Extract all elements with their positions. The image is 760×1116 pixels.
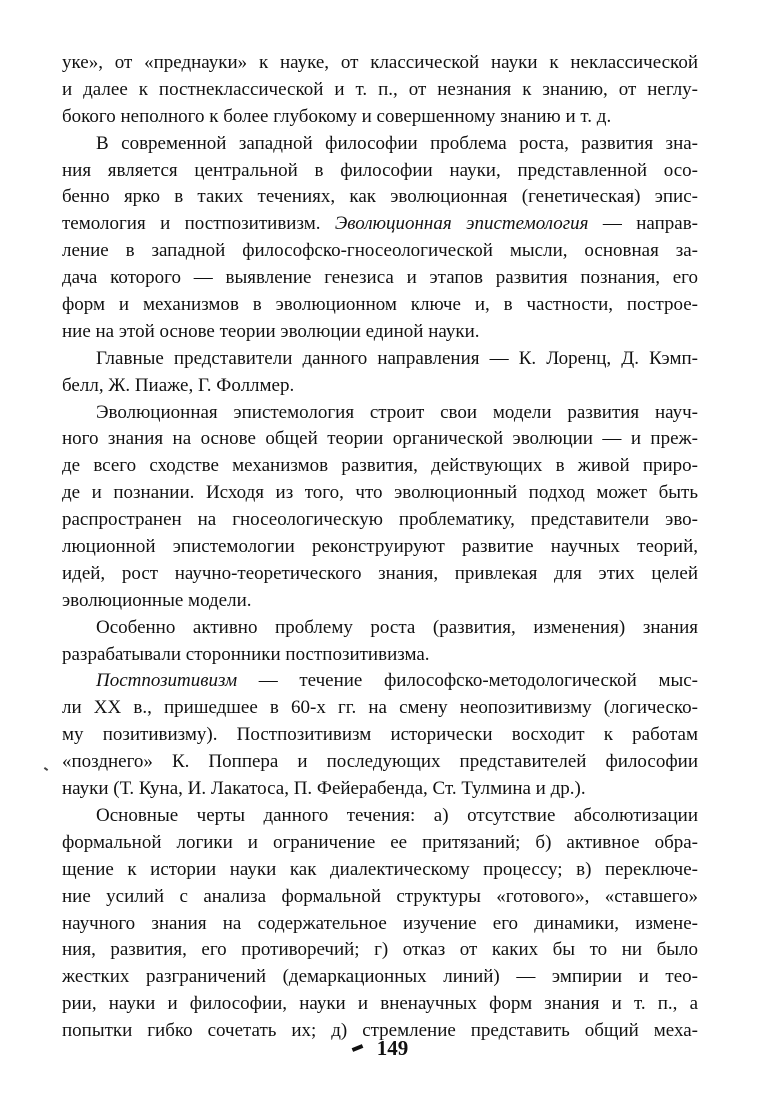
- text-line: [62, 50, 698, 77]
- text-line: [62, 211, 698, 238]
- italic-term: Постпозитивизм: [96, 670, 238, 692]
- text-line: [62, 158, 698, 185]
- text-line: [62, 991, 698, 1018]
- text-segment: В современной западной философии проблема роста, развития зна-: [96, 132, 698, 154]
- text-line: [62, 722, 698, 749]
- text-segment: бенно ярко в таких течениях, как эволюционная (генетическая) эпис-: [62, 186, 698, 208]
- text-line: [62, 319, 698, 346]
- text-line: [62, 695, 698, 722]
- text-segment: Эволюционная эпистемология строит свои модели развития науч-: [96, 401, 698, 423]
- text-line: [62, 911, 698, 938]
- page-number: 149: [376, 1036, 409, 1060]
- text-line: [62, 77, 698, 104]
- text-line: [62, 937, 698, 964]
- text-segment: идей, рост научно-теоретического знания, привлекая для этих целей: [62, 562, 698, 584]
- text-segment: — направ-: [588, 213, 698, 235]
- text-segment: ния является центральной в философии науки, представленной осо-: [62, 159, 698, 181]
- text-segment: «позднего» К. Поппера и последующих представителей философии: [62, 751, 698, 773]
- text-segment: белл, Ж. Пиаже, Г. Фоллмер.: [62, 374, 295, 396]
- text-line: [62, 453, 698, 480]
- text-line: [62, 265, 698, 292]
- text-line: [62, 830, 698, 857]
- text-line: [62, 615, 698, 642]
- text-segment: распространен на гносеологическую проблематику, представители эво-: [62, 509, 698, 531]
- text-segment: дача которого — выявление генезиса и этапов развития познания, его: [62, 267, 698, 289]
- text-line: [62, 131, 698, 158]
- text-segment: ние усилий с анализа формальной структуры «готового», «ставшего»: [62, 885, 698, 907]
- text-line: [62, 964, 698, 991]
- text-segment: и далее к постнеклассической и т. п., от незнания к знанию, от неглу-: [62, 78, 698, 100]
- text-segment: Главные представители данного направления — К. Лоренц, Д. Кэмп-: [96, 347, 698, 369]
- page-footer: [0, 1036, 760, 1061]
- text-segment: разрабатывали сторонники постпозитивизма.: [62, 643, 430, 665]
- text-line: [62, 292, 698, 319]
- text-line: [62, 803, 698, 830]
- text-segment: бокого неполного к более глубокому и совершенному знанию и т. д.: [62, 105, 612, 127]
- text-line: [62, 373, 698, 400]
- text-segment: де всего сходстве механизмов развития, действующих в живой приро-: [62, 455, 698, 477]
- text-segment: форм и механизмов в эволюционном ключе и, в частности, построе-: [62, 294, 698, 316]
- text-segment: эволюционные модели.: [62, 589, 252, 611]
- text-line: [62, 642, 698, 669]
- text-line: [62, 184, 698, 211]
- text-segment: формальной логики и ограничение ее притязаний; б) активное обра-: [62, 831, 698, 853]
- scan-speck: [44, 767, 48, 771]
- text-segment: уке», от «преднауки» к науке, от классической науки к неклассической: [62, 52, 698, 73]
- text-line: [62, 884, 698, 911]
- text-segment: попытки гибко сочетать их; д) стремление представить общий меха-: [62, 1020, 698, 1042]
- scan-mark: [351, 1044, 363, 1052]
- text-segment: науки (Т. Куна, И. Лакатоса, П. Фейерабенда, Ст. Тулмина и др.).: [62, 778, 586, 800]
- text-line: [62, 426, 698, 453]
- text-segment: жестких разграничений (демаркационных линий) — эмпирии и тео-: [62, 966, 698, 988]
- text-segment: ного знания на основе общей теории органической эволюции — и преж-: [62, 428, 698, 450]
- text-segment: ление в западной философско-гносеологической мысли, основная за-: [62, 240, 698, 262]
- text-line: [62, 346, 698, 373]
- text-line: [62, 507, 698, 534]
- text-segment: — течение философско-методологической мыс-: [237, 670, 698, 692]
- text-segment: Основные черты данного течения: а) отсутствие абсолютизации: [96, 804, 698, 826]
- text-line: [62, 534, 698, 561]
- text-segment: Особенно активно проблему роста (развития, изменения) знания: [96, 616, 698, 638]
- text-segment: щение к истории науки как диалектическому процессу; в) переключе-: [62, 858, 698, 880]
- text-line: [62, 238, 698, 265]
- text-segment: му позитивизму). Постпозитивизм исторически восходит к работам: [62, 724, 698, 746]
- text-line: [62, 104, 698, 131]
- text-line: [62, 776, 698, 803]
- text-segment: ния, развития, его противоречий; г) отказ от каких бы то ни было: [62, 939, 698, 961]
- text-line: [62, 668, 698, 695]
- text-segment: ние на этой основе теории эволюции единой науки.: [62, 320, 480, 342]
- text-line: [62, 480, 698, 507]
- text-segment: люционной эпистемологии реконструируют развитие научных теорий,: [62, 536, 698, 558]
- text-segment: рии, науки и философии, науки и вненаучных форм знания и т. п., а: [62, 993, 698, 1015]
- text-line: [62, 749, 698, 776]
- text-segment: ли XX в., пришедшее в 60-х гг. на смену неопозитивизму (логическо-: [62, 697, 698, 719]
- italic-term: Эволюционная эпистемология: [334, 213, 589, 235]
- text-line: [62, 857, 698, 884]
- text-line: [62, 400, 698, 427]
- text-segment: темология и постпозитивизм.: [62, 213, 335, 235]
- text-line: [62, 588, 698, 615]
- body-text: [62, 50, 698, 1045]
- text-line: [62, 561, 698, 588]
- text-segment: де и познании. Исходя из того, что эволюционный подход может быть: [62, 482, 698, 504]
- text-segment: научного знания на содержательное изучение его динамики, измене-: [62, 912, 698, 934]
